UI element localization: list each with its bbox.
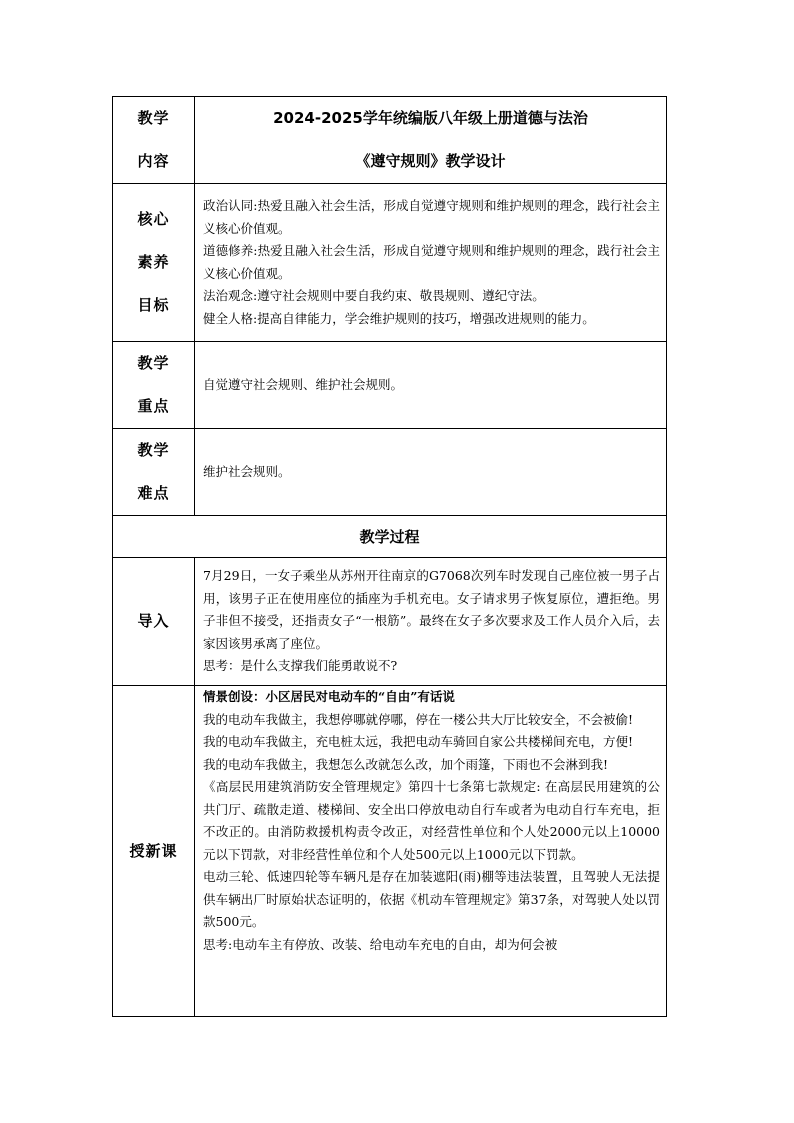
core-goals-row [113,184,667,342]
key-points-row [113,342,667,429]
new-lesson-text [195,686,667,1017]
difficulties-row [113,429,667,516]
label-line: 难点 [137,484,170,502]
label-line: 教学 [137,441,170,459]
goal-paragraph: 法治观念:遵守社会规则中要自我约束、敬畏规则、遵纪守法。 [203,288,545,303]
title-line-1: 2024-2025学年统编版八年级上册道德与法治 [273,109,588,127]
lesson-paragraph: 我的电动车我做主，充电桩太远，我把电动车骑回自家公共楼梯间充电，方便! [203,734,634,749]
title-line-2: 《遵守规则》教学设计 [355,152,506,170]
intro-question: 思考：是什么支撑我们能勇敢说不? [203,658,398,674]
label-line: 教学 [137,109,170,127]
intro-label: 导入 [113,558,195,686]
label-line: 内容 [137,152,170,170]
difficulties-label [113,429,195,516]
new-lesson-content [203,686,660,1016]
label-line: 重点 [137,397,170,415]
lesson-plan-table [112,96,667,1017]
goal-paragraph: 健全人格:提高自律能力，学会维护规则的技巧，增强改进规则的能力。 [203,310,595,326]
lesson-paragraph: 我的电动车我做主，我想停哪就停哪，停在一楼公共大厅比较安全，不会被偷! [203,711,634,727]
lesson-question: 思考:电动车主有停放、改装、给电动车充电的自由，却为何会被 [203,936,558,952]
content-label [113,97,195,184]
new-lesson-label: 授新课 [113,686,195,1017]
label-line: 教学 [137,354,170,372]
goal-paragraph: 道德修养:热爱且融入社会生活，形成自觉遵守规则和维护规则的理念，践行社会主义核心价值观。 [203,243,660,281]
scenario-heading: 情景创设：小区居民对电动车的“自由”有话说 [203,689,455,704]
difficulties-text: 维护社会规则。 [195,429,667,516]
label-line: 核心 [137,210,170,228]
label-line: 目标 [137,296,170,314]
key-points-text: 自觉遵守社会规则、维护社会规则。 [195,342,667,429]
intro-row [113,558,667,686]
lesson-paragraph: 电动三轮、低速四轮等车辆凡是存在加装遮阳(雨)棚等违法装置，且驾驶人无法提供车辆出厂时原始状态证明的，依据《机动车管理规定》第37条，对驾驶人处以罚款500元。 [203,869,660,929]
core-goals-text [195,184,667,342]
intro-text [195,558,667,686]
lesson-paragraph: 我的电动车我做主，我想怎么改就怎么改，加个雨篷，下雨也不会淋到我! [203,756,609,772]
core-goals-label [113,184,195,342]
key-points-label [113,342,195,429]
goal-paragraph: 政治认同:热爱且融入社会生活，形成自觉遵守规则和维护规则的理念，践行社会主义核心价值观。 [203,198,660,236]
process-title: 教学过程 [113,516,667,558]
lesson-paragraph: 《高层民用建筑消防安全管理规定》第四十七条第七款规定: 在高层民用建筑的公共门厅、疏散走道、楼梯间、安全出口停放电动自行车或者为电动自行车充电，拒不改正的。由消防救援机构责令改正，对经营性单位和个人处2000元以上10000元以下罚款，对非经营性单位和个人处500元以上1000元以下罚款。 [203,779,660,862]
process-heading-row [113,516,667,558]
new-lesson-row [113,686,667,1017]
document-title [195,97,667,184]
intro-paragraph: 7月29日，一女子乘坐从苏州开往南京的G7068次列车时发现自己座位被一男子占用，该男子正在使用座位的插座为手机充电。女子请求男子恢复原位，遭拒绝。男子非但不接受，还指责女子“一根筋”。最终在女子多次要求及工作人员介入后，去家因该男承离了座位。 [203,568,660,651]
header-row [113,97,667,184]
label-line: 素养 [137,253,170,271]
